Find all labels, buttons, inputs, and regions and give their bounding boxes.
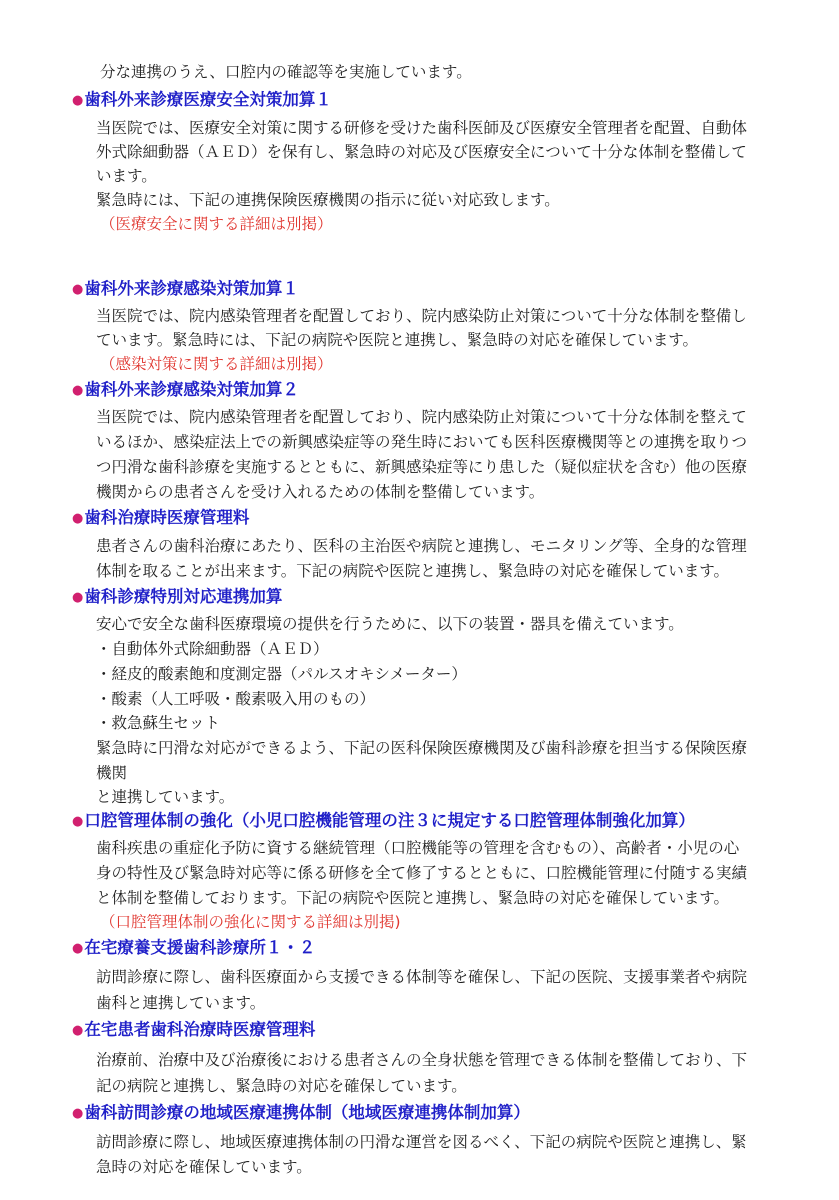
section-text-line: います。 <box>96 167 157 185</box>
section-text-line: 患者さんの歯科治療にあたり、医科の主治医や病院と連携し、モニタリング等、全身的な管理 <box>96 537 747 555</box>
section-text-line: 歯科と連携しています。 <box>96 994 266 1012</box>
section-text-line: 訪問診療に際し、地域医療連携体制の円滑な運営を図るべく、下記の病院や医院と連携し、緊 <box>96 1133 747 1151</box>
section-text-line: ています。緊急時には、下記の病院や医院と連携し、緊急時の対応を確保しています。 <box>96 331 699 349</box>
section-text-line: 機関からの患者さんを受け入れるための体制を整備しています。 <box>96 483 545 501</box>
section-text-line: 記の病院と連携し、緊急時の対応を確保しています。 <box>96 1077 467 1095</box>
intro-continuation: 分な連携のうえ、口腔内の確認等を実施しています。 <box>100 63 472 81</box>
bullet-icon: ● <box>72 1023 84 1038</box>
bullet-icon: ● <box>72 511 84 526</box>
section-text-line: 緊急時には、下記の連携保険医療機関の指示に従い対応致します。 <box>96 191 560 209</box>
section-heading-home-care-support: ●在宅療養支援歯科診療所１・２ <box>72 938 316 957</box>
bullet-icon: ● <box>72 814 84 829</box>
section-heading-oral-management: ●口腔管理体制の強化（小児口腔機能管理の注３に規定する口腔管理体制強化加算） <box>72 811 695 830</box>
bullet-icon: ● <box>72 590 84 605</box>
bullet-icon: ● <box>72 93 84 108</box>
section-text-line: 安心で安全な歯科医療環境の提供を行うために、以下の装置・器具を備えています。 <box>96 615 684 633</box>
section-heading-medical-safety: ●歯科外来診療医療安全対策加算１ <box>72 90 332 109</box>
section-text-line: 当医院では、院内感染管理者を配置しており、院内感染防止対策について十分な体制を整えて <box>96 408 747 426</box>
bullet-icon: ● <box>72 282 84 297</box>
section-text-line: 外式除細動器（ＡＥＤ）を保有し、緊急時の対応及び医療安全について十分な体制を整備して <box>96 143 747 161</box>
bullet-icon: ● <box>72 941 84 956</box>
section-text-line: 治療前、治療中及び治療後における患者さんの全身状態を管理できる体制を整備しており、下 <box>96 1051 748 1069</box>
equipment-item: ・救急蘇生セット <box>96 714 221 732</box>
section-heading-home-treatment-management: ●在宅患者歯科治療時医療管理料 <box>72 1020 316 1039</box>
equipment-item: ・経皮的酸素飽和度測定器（パルスオキシメーター） <box>96 665 467 683</box>
equipment-item: ・酸素（人工呼吸・酸素吸入用のもの） <box>96 690 376 708</box>
section-heading-special-care-cooperation: ●歯科診療特別対応連携加算 <box>72 587 283 606</box>
section-text-line: いるほか、感染症法上での新興感染症等の発生時においても医科医療機関等との連携を取りつ <box>96 433 748 451</box>
section-text-line: 身の特性及び緊急時対応等に係る研修を全て修了するとともに、口腔機能管理に付随する実績 <box>96 864 748 882</box>
section-heading-infection-control-1: ●歯科外来診療感染対策加算１ <box>72 279 299 298</box>
section-text-line: 急時の対応を確保しています。 <box>96 1158 312 1176</box>
section-text-line: 緊急時に円滑な対応ができるよう、下記の医科保険医療機関及び歯科診療を担当する保険医療 <box>96 739 748 757</box>
section-text-line: つ円滑な歯科診療を実施するとともに、新興感染症等にり患した（疑似症状を含む）他の医療 <box>96 458 748 476</box>
section-text-line: 体制を取ることが出来ます。下記の病院や医院と連携し、緊急時の対応を確保しています。 <box>96 562 730 580</box>
section-heading-infection-control-2: ●歯科外来診療感染対策加算２ <box>72 380 299 399</box>
section-text-line: 当医院では、医療安全対策に関する研修を受けた歯科医師及び医療安全管理者を配置、自動体 <box>96 119 748 137</box>
section-text-line: と体制を整備しております。下記の病院や医院と連携し、緊急時の対応を確保しています。 <box>96 889 730 907</box>
section-note: （口腔管理体制の強化に関する詳細は別掲) <box>100 913 401 931</box>
section-text-line: 訪問診療に際し、歯科医療面から支援できる体制等を確保し、下記の医院、支援事業者や病院 <box>96 968 748 986</box>
equipment-item: ・自動体外式除細動器（ＡＥＤ） <box>96 640 329 658</box>
bullet-icon: ● <box>72 383 84 398</box>
bullet-icon: ● <box>72 1106 84 1121</box>
section-heading-treatment-management: ●歯科治療時医療管理料 <box>72 508 250 527</box>
section-text-line: と連携しています。 <box>96 788 235 806</box>
section-text-line: 当医院では、院内感染管理者を配置しており、院内感染防止対策について十分な体制を整備し <box>96 307 747 325</box>
section-text-line: 機関 <box>96 764 128 782</box>
section-note: （感染対策に関する詳細は別掲） <box>100 355 333 373</box>
section-heading-regional-cooperation: ●歯科訪問診療の地域医療連携体制（地域医療連携体制加算） <box>72 1103 530 1122</box>
section-note: （医療安全に関する詳細は別掲） <box>100 215 333 233</box>
section-text-line: 歯科疾患の重症化予防に資する継続管理（口腔機能等の管理を含むもの）、高齢者・小児の心 <box>96 839 740 857</box>
